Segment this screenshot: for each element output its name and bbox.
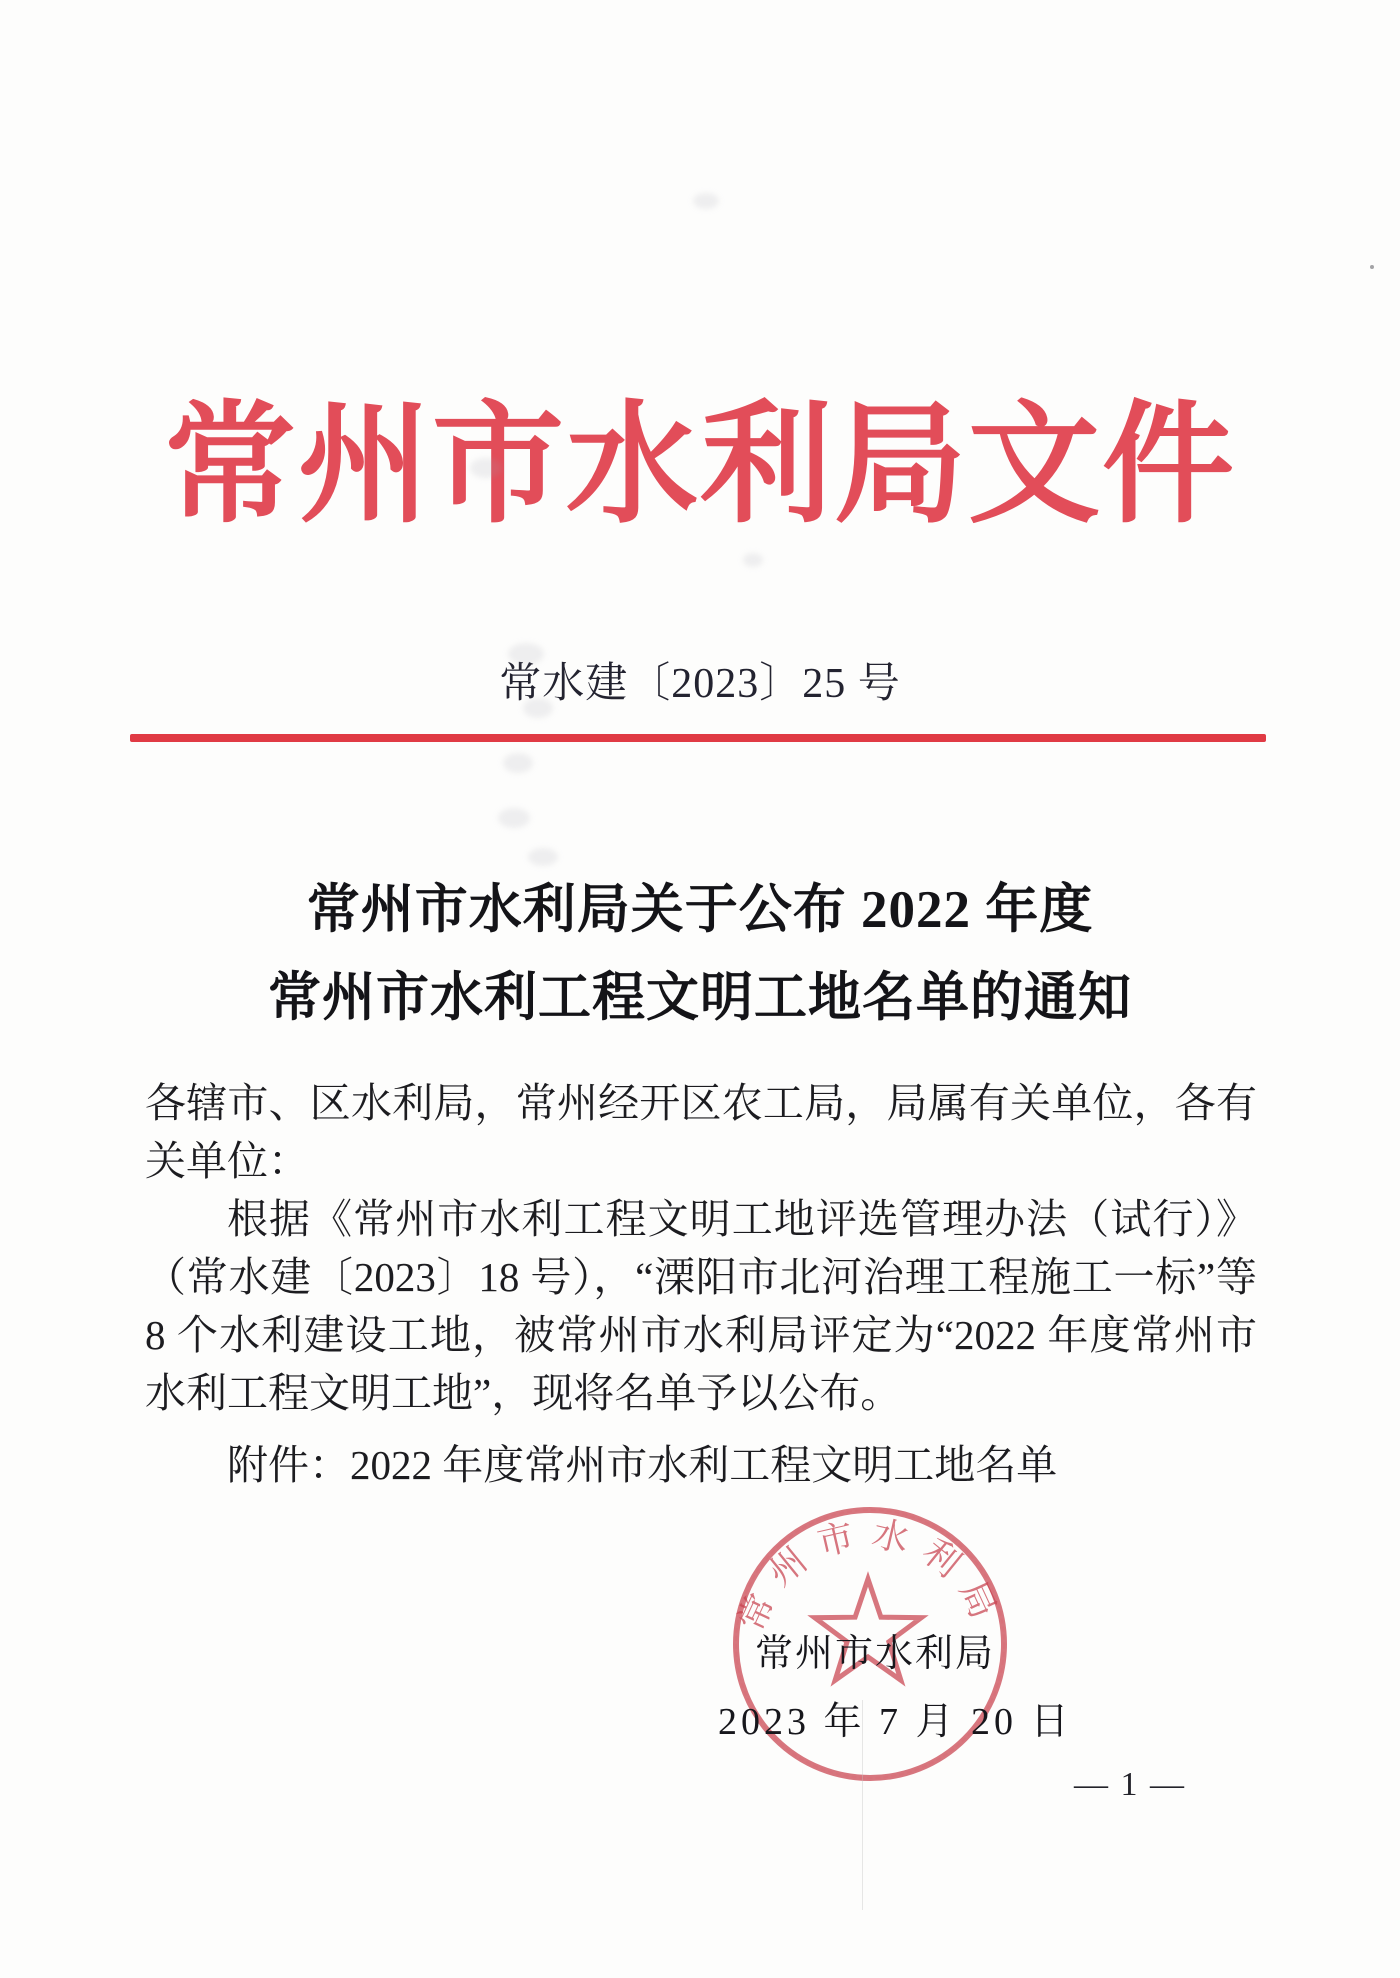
scan-artifact [498, 808, 530, 828]
body-text [145, 1074, 1257, 1494]
signature-block [690, 1632, 1073, 1745]
red-separator-line [130, 734, 1266, 742]
notice-title-line2: 常州市水利工程文明工地名单的通知 [268, 969, 1132, 1027]
agency-letterhead-title: 常州市水利局文件 [164, 392, 1236, 539]
signing-agency: 常州市水利局 [754, 1633, 995, 1675]
scan-artifact [523, 698, 553, 718]
scan-fold-line [862, 1700, 863, 1910]
notice-title [0, 866, 1400, 1042]
seal-arc-text: 常州市水利局 [730, 1513, 1010, 1637]
scan-dot-artifact [1370, 265, 1374, 269]
signing-date: 2023 年 7 月 20 日 [718, 1700, 1073, 1743]
main-paragraph: 根据《常州市水利工程文明工地评选管理办法（试行）》（常水建〔2023〕18 号），“溧阳市北河治理工程施工一标”等 8 个水利建设工地，被常州市水利局评定为“2022 年度常州市水利工程文明工地”，现将名单予以公布。 [145, 1196, 1257, 1416]
salutation-line: 各辖市、区水利局，常州经开区农工局，局属有关单位，各有关单位： [145, 1080, 1257, 1184]
svg-text:常州市水利局 [731, 1513, 1010, 1637]
scan-artifact [470, 458, 502, 478]
scan-artifact [693, 193, 719, 209]
scan-artifact [503, 753, 533, 773]
attachment-line: 附件：2022 年度常州市水利工程文明工地名单 [227, 1442, 1058, 1488]
document-number: 常水建〔2023〕25 号 [499, 661, 901, 707]
scan-artifact [508, 643, 544, 665]
scan-artifact [528, 848, 558, 866]
notice-title-line1: 常州市水利局关于公布 2022 年度 [306, 881, 1094, 939]
scan-artifact [743, 553, 763, 567]
page-number: — 1 — [1074, 1766, 1186, 1803]
